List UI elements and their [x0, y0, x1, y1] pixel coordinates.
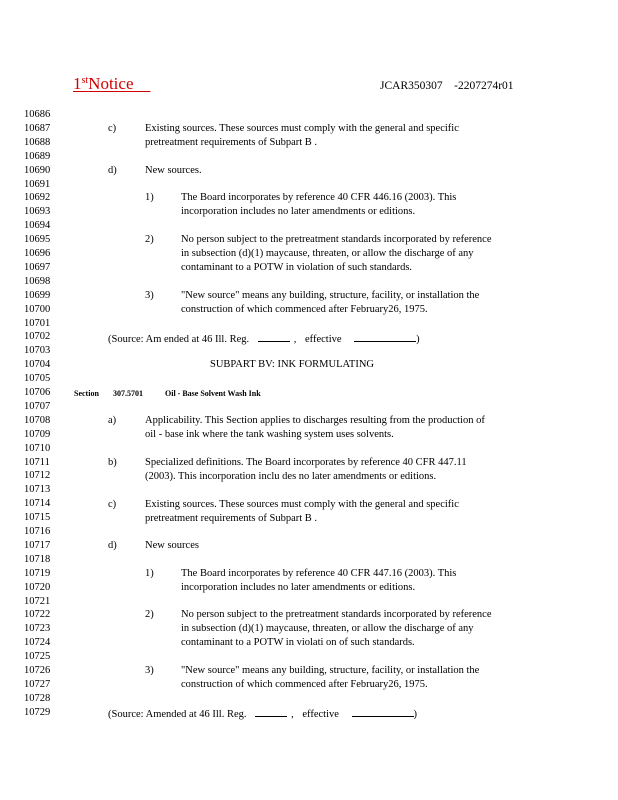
- item-label: c): [108, 499, 117, 510]
- line-number: 10686: [24, 109, 51, 120]
- line-number: 10708: [24, 414, 51, 426]
- line-number: 10687: [24, 122, 51, 134]
- text-line: Applicability. This Section applies to discharges resulting from the production of: [145, 415, 485, 426]
- item-label: b): [108, 457, 117, 468]
- line-number: 10699: [24, 289, 51, 301]
- item-label: a): [108, 415, 117, 426]
- line-number: 10696: [24, 248, 51, 259]
- text-line: construction of which commenced after February26, 1975.: [181, 679, 428, 690]
- line-number: 10697: [24, 261, 51, 273]
- text-line: The Board incorporates by reference 40 CFR 447.16 (2003). This: [181, 568, 457, 579]
- text-line: oil - base ink where the tank washing system uses solvents.: [145, 429, 394, 440]
- item-label: 2): [145, 234, 154, 245]
- item-label: 3): [145, 665, 154, 676]
- text-line: (2003). This incorporation inclu des no later amendments or editions.: [145, 471, 437, 482]
- item-label: d): [108, 165, 117, 176]
- line-number: 10705: [24, 373, 51, 385]
- line-number: 10701: [24, 317, 51, 329]
- text-line: New sources.: [145, 165, 202, 176]
- text-line: The Board incorporates by reference 40 CFR 446.16 (2003). This: [181, 192, 457, 203]
- document-code: JCAR350307 -2207274r01: [380, 80, 514, 92]
- text-line: pretreatment requirements of Subpart B .: [145, 137, 318, 148]
- text-line: incorporation includes no later amendments or editions.: [181, 206, 416, 217]
- line-number: 10721: [24, 595, 51, 607]
- line-number: 10695: [24, 234, 51, 246]
- line-number: 10698: [24, 275, 51, 287]
- line-number: 10702: [24, 331, 51, 343]
- line-number: 10706: [24, 387, 51, 398]
- line-number: 10690: [24, 164, 51, 176]
- blank-field: [352, 706, 414, 717]
- line-number: 10715: [24, 512, 51, 524]
- line-number: 10717: [24, 539, 51, 551]
- line-number: 10691: [24, 178, 51, 190]
- text-line: "New source" means any building, structure, facility, or installation the: [181, 665, 480, 676]
- line-number: 10712: [24, 470, 51, 482]
- line-number: 10693: [24, 206, 51, 218]
- blank-field: [255, 706, 287, 717]
- line-number: 10713: [24, 484, 51, 496]
- blank-field: [354, 331, 416, 342]
- line-number: 10700: [24, 303, 51, 315]
- line-number: 10729: [24, 706, 51, 718]
- line-number: 10714: [24, 498, 51, 510]
- text-line: in subsection (d)(1) maycause, threaten, or allow the discharge of any: [181, 248, 474, 259]
- text-line: Existing sources. These sources must comply with the general and specific: [145, 499, 459, 510]
- item-label: 2): [145, 609, 154, 620]
- text-line: No person subject to the pretreatment standards incorporated by reference: [181, 234, 492, 245]
- text-line: Existing sources. These sources must comply with the general and specific: [145, 123, 459, 134]
- text-line: in subsection (d)(1) maycause, threaten, or allow the discharge of any: [181, 623, 474, 634]
- source-note: (Source: Am ended at 46 Ill. Reg. , effective ): [108, 331, 420, 347]
- line-number: 10709: [24, 428, 51, 440]
- text-line: pretreatment requirements of Subpart B .: [145, 513, 318, 524]
- section-label: Section: [74, 389, 99, 398]
- notice-heading: 1stNotice: [73, 74, 134, 93]
- line-number: 10719: [24, 567, 51, 579]
- line-number: 10689: [24, 150, 51, 162]
- line-number: 10724: [24, 637, 51, 649]
- text-line: "New source" means any building, structure, facility, or installation the: [181, 290, 480, 301]
- item-label: c): [108, 123, 117, 134]
- line-number: 10711: [24, 456, 50, 468]
- text-line: New sources: [145, 540, 199, 551]
- line-number: 10704: [24, 359, 51, 371]
- line-number: 10725: [24, 651, 51, 663]
- section-number: 307.5701: [113, 389, 143, 398]
- text-line: construction of which commenced after February26, 1975.: [181, 304, 428, 315]
- source-note: (Source: Amended at 46 Ill. Reg. , effective ): [108, 706, 417, 722]
- text-line: No person subject to the pretreatment standards incorporated by reference: [181, 609, 492, 620]
- item-label: d): [108, 540, 117, 551]
- line-number: 10728: [24, 692, 51, 704]
- item-label: 3): [145, 290, 154, 301]
- item-label: 1): [145, 568, 154, 579]
- line-number: 10726: [24, 665, 51, 676]
- line-number: 10710: [24, 442, 51, 454]
- item-label: 1): [145, 192, 154, 203]
- line-number: 10694: [24, 220, 51, 232]
- line-number: 10727: [24, 678, 51, 690]
- text-line: contaminant to a POTW in violati on of such standards.: [181, 637, 415, 648]
- line-number: 10707: [24, 400, 51, 412]
- text-line: Specialized definitions. The Board incorporates by reference 40 CFR 447.11: [145, 457, 467, 468]
- section-title: Oil - Base Solvent Wash Ink: [165, 389, 261, 398]
- blank-field: [258, 331, 290, 342]
- line-number: 10688: [24, 136, 51, 148]
- line-number: 10692: [24, 192, 51, 204]
- line-number: 10716: [24, 526, 51, 537]
- line-number: 10718: [24, 553, 51, 565]
- line-number: 10722: [24, 609, 51, 621]
- subpart-heading: SUBPART BV: INK FORMULATING: [210, 359, 374, 370]
- line-number: 10723: [24, 623, 51, 635]
- line-number: 10720: [24, 581, 51, 593]
- line-number: 10703: [24, 345, 51, 357]
- text-line: incorporation includes no later amendments or editions.: [181, 582, 416, 593]
- text-line: contaminant to a POTW in violation of such standards.: [181, 262, 413, 273]
